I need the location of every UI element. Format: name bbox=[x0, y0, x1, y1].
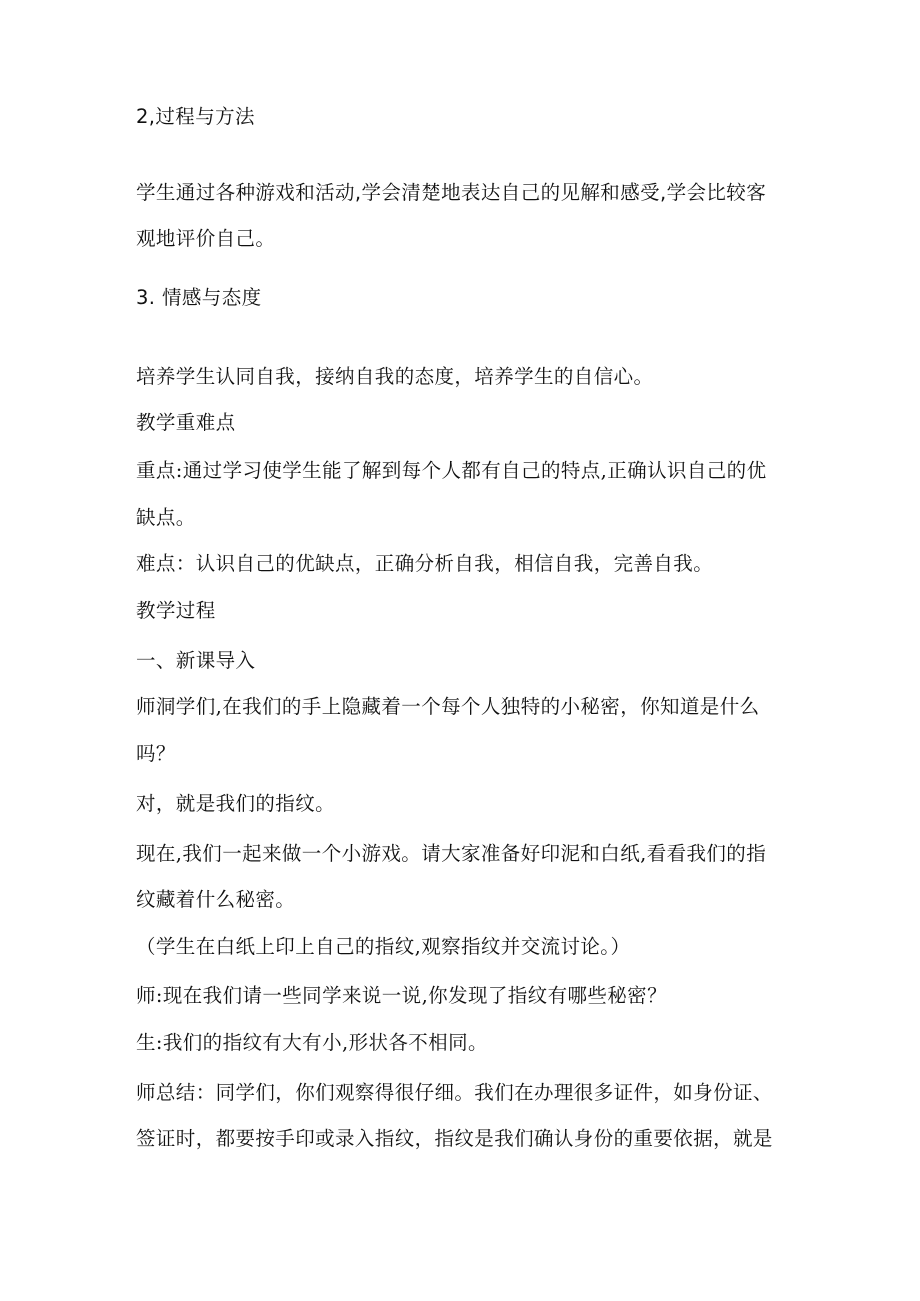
paragraph-line: 观地评价自己。 bbox=[136, 227, 276, 250]
paragraph-line: 生:我们的指纹有大有小,形状各不相同。 bbox=[136, 1031, 488, 1054]
paragraph-line: 师总结：同学们，你们观察得很仔细。我们在办理很多证件，如身份证、 bbox=[136, 1081, 773, 1104]
section-heading-emotion-attitude: 3. 情感与态度 bbox=[136, 286, 262, 309]
section-heading-introduction: 一、新课导入 bbox=[136, 649, 256, 672]
section-heading-teaching-process: 教学过程 bbox=[136, 599, 216, 622]
paragraph-line: （学生在白纸上印上自己的指纹,观察指纹并交流讨论。） bbox=[136, 935, 631, 958]
paragraph-line: 现在,我们一起来做一个小游戏。请大家准备好印泥和白纸,看看我们的指 bbox=[136, 842, 767, 865]
paragraph-line: 吗？ bbox=[136, 742, 176, 765]
paragraph-line: 学生通过各种游戏和活动,学会清楚地表达自己的见解和感受,学会比较客 bbox=[136, 181, 767, 204]
paragraph-line: 重点:通过学习使学生能了解到每个人都有自己的特点,正确认识自己的优 bbox=[136, 459, 767, 482]
paragraph-line: 培养学生认同自我，接纳自我的态度，培养学生的自信心。 bbox=[136, 365, 654, 388]
section-heading-process-method: 2,过程与方法 bbox=[136, 105, 255, 128]
section-heading-key-difficult-points: 教学重难点 bbox=[136, 411, 236, 434]
paragraph-line: 师:现在我们请一些同学来说一说,你发现了指纹有哪些秘密？ bbox=[136, 984, 667, 1007]
paragraph-line: 师洞学们,在我们的手上隐藏着一个每个人独特的小秘密，你知道是什么 bbox=[136, 695, 760, 718]
paragraph-line: 缺点。 bbox=[136, 506, 196, 529]
paragraph-line: 签证时，都要按手印或录入指纹，指纹是我们确认身份的重要依据，就是 bbox=[136, 1127, 773, 1150]
paragraph-line: 纹藏着什么秘密。 bbox=[136, 888, 296, 911]
paragraph-line: 难点：认识自己的优缺点，正确分析自我，相信自我，完善自我。 bbox=[136, 552, 714, 575]
paragraph-line: 对，就是我们的指纹。 bbox=[136, 792, 336, 815]
